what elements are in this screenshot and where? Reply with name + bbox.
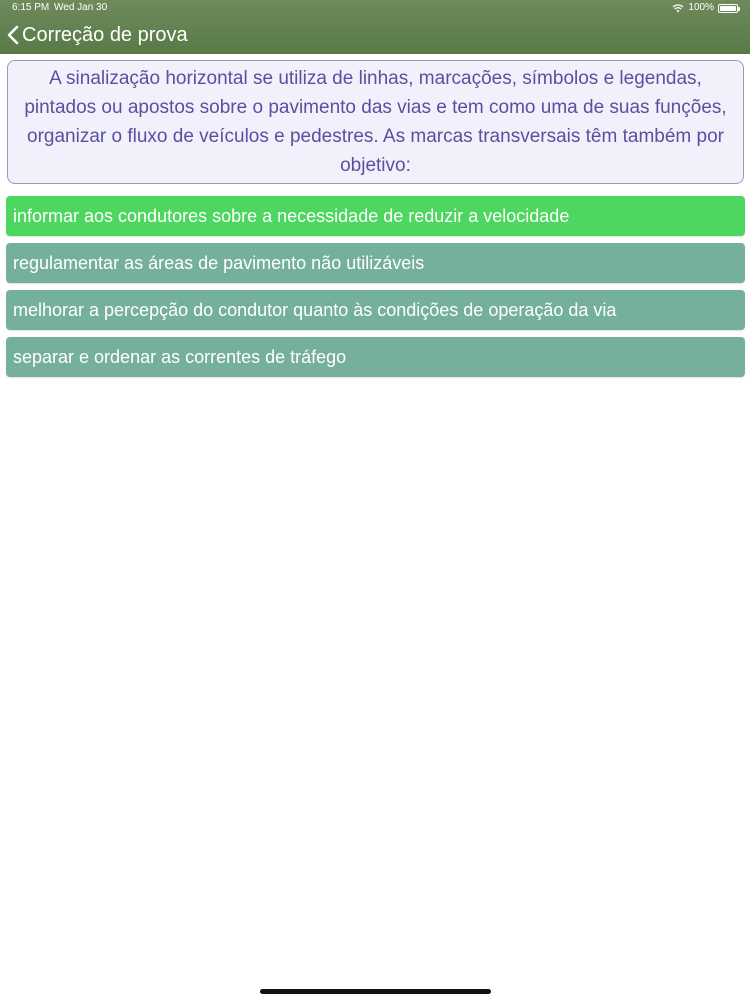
answer-option-correct[interactable]: informar aos condutores sobre a necessidade de reduzir a velocidade: [6, 196, 745, 236]
battery-percent: 100%: [688, 2, 714, 13]
back-button[interactable]: [6, 20, 188, 50]
answer-option[interactable]: melhorar a percepção do condutor quanto às condições de operação da via: [6, 290, 745, 330]
question-card: [7, 60, 744, 184]
chevron-left-icon: [6, 25, 20, 45]
wifi-icon: [672, 3, 684, 13]
answer-option[interactable]: separar e ordenar as correntes de tráfego: [6, 337, 745, 377]
battery-icon: [718, 4, 738, 13]
status-right: [672, 0, 738, 16]
status-date: Wed Jan 30: [54, 2, 108, 13]
navigation-bar: [0, 0, 750, 54]
status-bar: [0, 0, 750, 16]
answer-option[interactable]: regulamentar as áreas de pavimento não utilizáveis: [6, 243, 745, 283]
question-text: A sinalização horizontal se utiliza de linhas, marcações, símbolos e legendas, pintados ou apostos sobre o pavimento das vias e tem como uma de suas funções, organizar o fluxo de veículos e pedestres. As marcas transversais têm também por objetivo:: [24, 68, 727, 176]
answer-list: [6, 196, 745, 384]
page-title: Correção de prova: [22, 23, 188, 46]
home-indicator: [260, 989, 491, 994]
status-time: 6:15 PM: [12, 2, 50, 13]
